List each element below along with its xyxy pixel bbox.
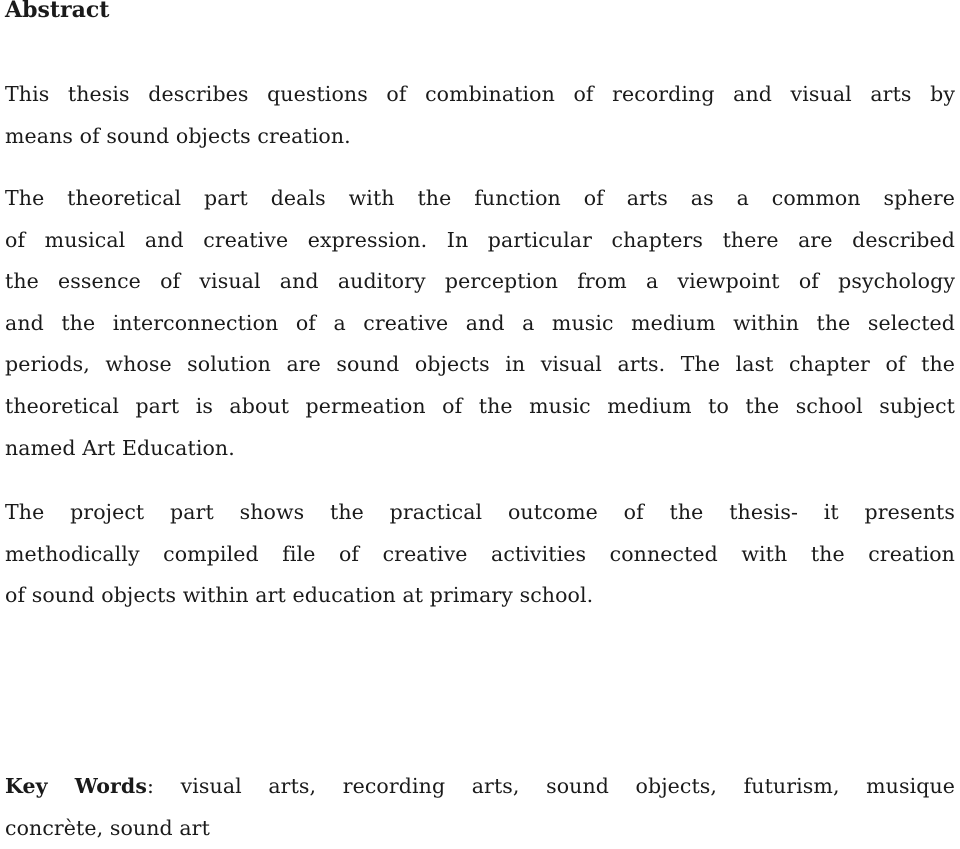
keywords-list: : visual arts, recording arts, sound objects, futurism, musique: [147, 774, 955, 798]
text-line: methodically compiled file of creative activities connected with the creation: [5, 541, 955, 566]
text-line: of musical and creative expression. In particular chapters there are described: [5, 227, 955, 252]
keywords-line-2: concrète, sound art: [5, 815, 210, 840]
text-line: theoretical part is about permeation of the music medium to the school subject: [5, 393, 955, 418]
abstract-heading: Abstract: [5, 0, 110, 23]
paragraph-project: [5, 492, 955, 617]
text-line: the essence of visual and auditory perception from a viewpoint of psychology: [5, 269, 955, 294]
text-line: and the interconnection of a creative and a music medium within the selected: [5, 310, 955, 335]
text-line: means of sound objects creation.: [5, 123, 351, 148]
text-line: named Art Education.: [5, 435, 235, 460]
paragraph-theoretical: [5, 178, 955, 469]
text-line: periods, whose solution are sound objects in visual arts. The last chapter of the: [5, 352, 955, 377]
keywords-section: [5, 766, 955, 849]
text-line: This thesis describes questions of combination of recording and visual arts by: [5, 82, 955, 106]
paragraph-intro: [5, 74, 955, 157]
text-line: The theoretical part deals with the function of arts as a common sphere: [5, 186, 955, 210]
keywords-label: Key Words: [5, 774, 147, 798]
text-line: of sound objects within art education at primary school.: [5, 583, 594, 608]
text-line: The project part shows the practical outcome of the thesis- it presents: [5, 500, 955, 524]
keywords-line: [5, 766, 955, 808]
